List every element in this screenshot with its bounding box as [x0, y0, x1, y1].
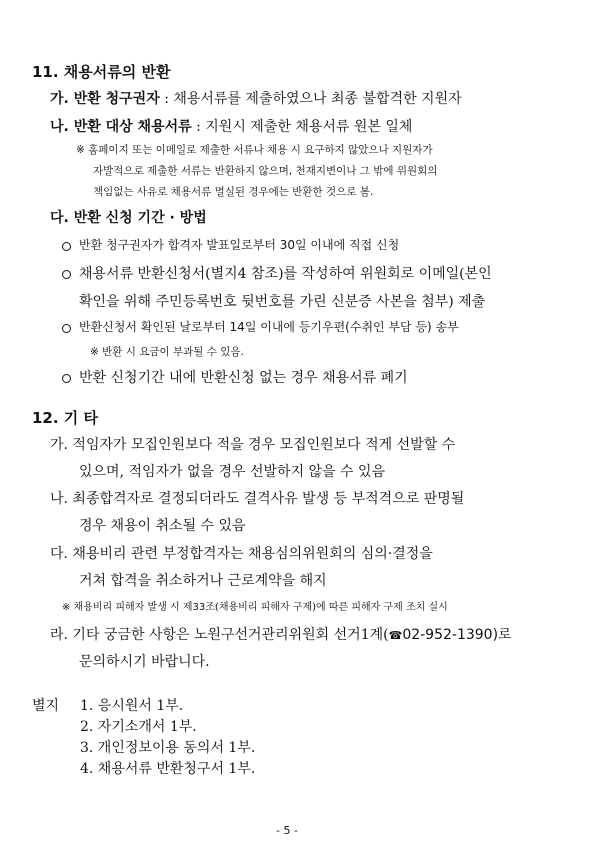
bullet-2-line-2: 확인을 위해 주민등록번호 뒷번호를 가린 신분증 사본을 첨부) 제출 — [79, 294, 486, 310]
section-12-item-ga-line-1: 가. 적임자가 모집인원보다 적을 경우 모집인원보다 적게 선발할 수 — [50, 437, 456, 453]
item-ga-text: : 채용서류를 제출하였으나 최종 불합격한 지원자 — [164, 91, 462, 107]
bullet-3-note: ※ 반환 시 요금이 부과될 수 있음. — [90, 346, 244, 358]
bullet-circle-icon — [62, 324, 71, 333]
section-11-item-ga — [50, 90, 462, 108]
item-ra-text: 라. 기타 궁금한 사항은 노원구선거관리위원회 선거1계( — [50, 627, 389, 643]
bullet-circle-icon — [62, 270, 71, 279]
section-12-title: 12. 기 타 — [32, 409, 98, 427]
section-12-item-da-line-1: 다. 채용비리 관련 부정합격자는 채용심의위원회의 심의·결정을 — [50, 546, 433, 562]
section-11-item-da: 다. 반환 신청 기간 · 방법 — [50, 210, 207, 226]
attachments-label: 별지 — [32, 698, 60, 714]
attachment-item-2: 2. 자기소개서 1부. — [80, 719, 197, 735]
attachment-item-3: 3. 개인정보이용 동의서 1부. — [80, 740, 256, 756]
note-line-1: ※ 홈페이지 또는 이메일로 제출한 서류나 채용 시 요구하지 않았으나 지원자가 — [76, 144, 433, 156]
note-line-3: 책임없는 사유로 채용서류 멸실된 경우에는 반환한 것으로 봄. — [93, 186, 374, 198]
bullet-3: 반환신청서 확인된 날로부터 14일 이내에 등기우편(수취인 부담 등) 송부 — [79, 320, 459, 334]
item-na-label: 나. 반환 대상 채용서류 — [50, 119, 192, 135]
section-12-item-na-line-1: 나. 최종합격자로 결정되더라도 결격사유 발생 등 부적격으로 판명될 — [50, 491, 465, 507]
attachment-item-1: 1. 응시원서 1부. — [80, 698, 184, 714]
phone-icon: ☎ — [388, 629, 403, 642]
note-line-2: 자발적으로 제출한 서류는 반환하지 않으며, 천재지변이나 그 밖에 위원회의 — [93, 165, 438, 177]
section-11-item-na — [50, 118, 412, 136]
section-11-title: 11. 채용서류의 반환 — [32, 63, 171, 81]
section-12-item-ra-line-2: 문의하시기 바랍니다. — [79, 654, 210, 670]
section-12-note: ※ 채용비리 피해자 발생 시 제33조(채용비리 피해자 구제)에 따른 피해자 구제 조치 실시 — [62, 602, 448, 613]
phone-number: 02-952-1390)로 — [402, 627, 512, 643]
bullet-circle-icon — [62, 374, 71, 383]
bullet-4: 반환 신청기간 내에 반환신청 없는 경우 채용서류 폐기 — [79, 370, 408, 386]
item-na-text: : 지원시 제출한 채용서류 원본 일체 — [196, 119, 413, 135]
attachment-item-4: 4. 채용서류 반환청구서 1부. — [80, 761, 256, 777]
bullet-1: 반환 청구권자가 합격자 발표일로부터 30일 이내에 직접 신청 — [79, 238, 400, 252]
bullet-2-line-1: 채용서류 반환신청서(별지4 참조)를 작성하여 위원회로 이메일(본인 — [79, 266, 492, 282]
bullet-circle-icon — [62, 242, 71, 251]
section-12-item-ga-line-2: 있으며, 적임자가 없을 경우 선발하지 않을 수 있음 — [79, 464, 386, 480]
section-12-item-da-line-2: 거쳐 합격을 취소하거나 근로계약을 해지 — [79, 573, 327, 589]
section-12-item-na-line-2: 경우 채용이 취소될 수 있음 — [79, 518, 246, 534]
section-12-item-ra-line-1 — [50, 626, 512, 645]
page-number: - 5 - — [276, 824, 298, 837]
item-ga-label: 가. 반환 청구권자 — [50, 91, 160, 107]
